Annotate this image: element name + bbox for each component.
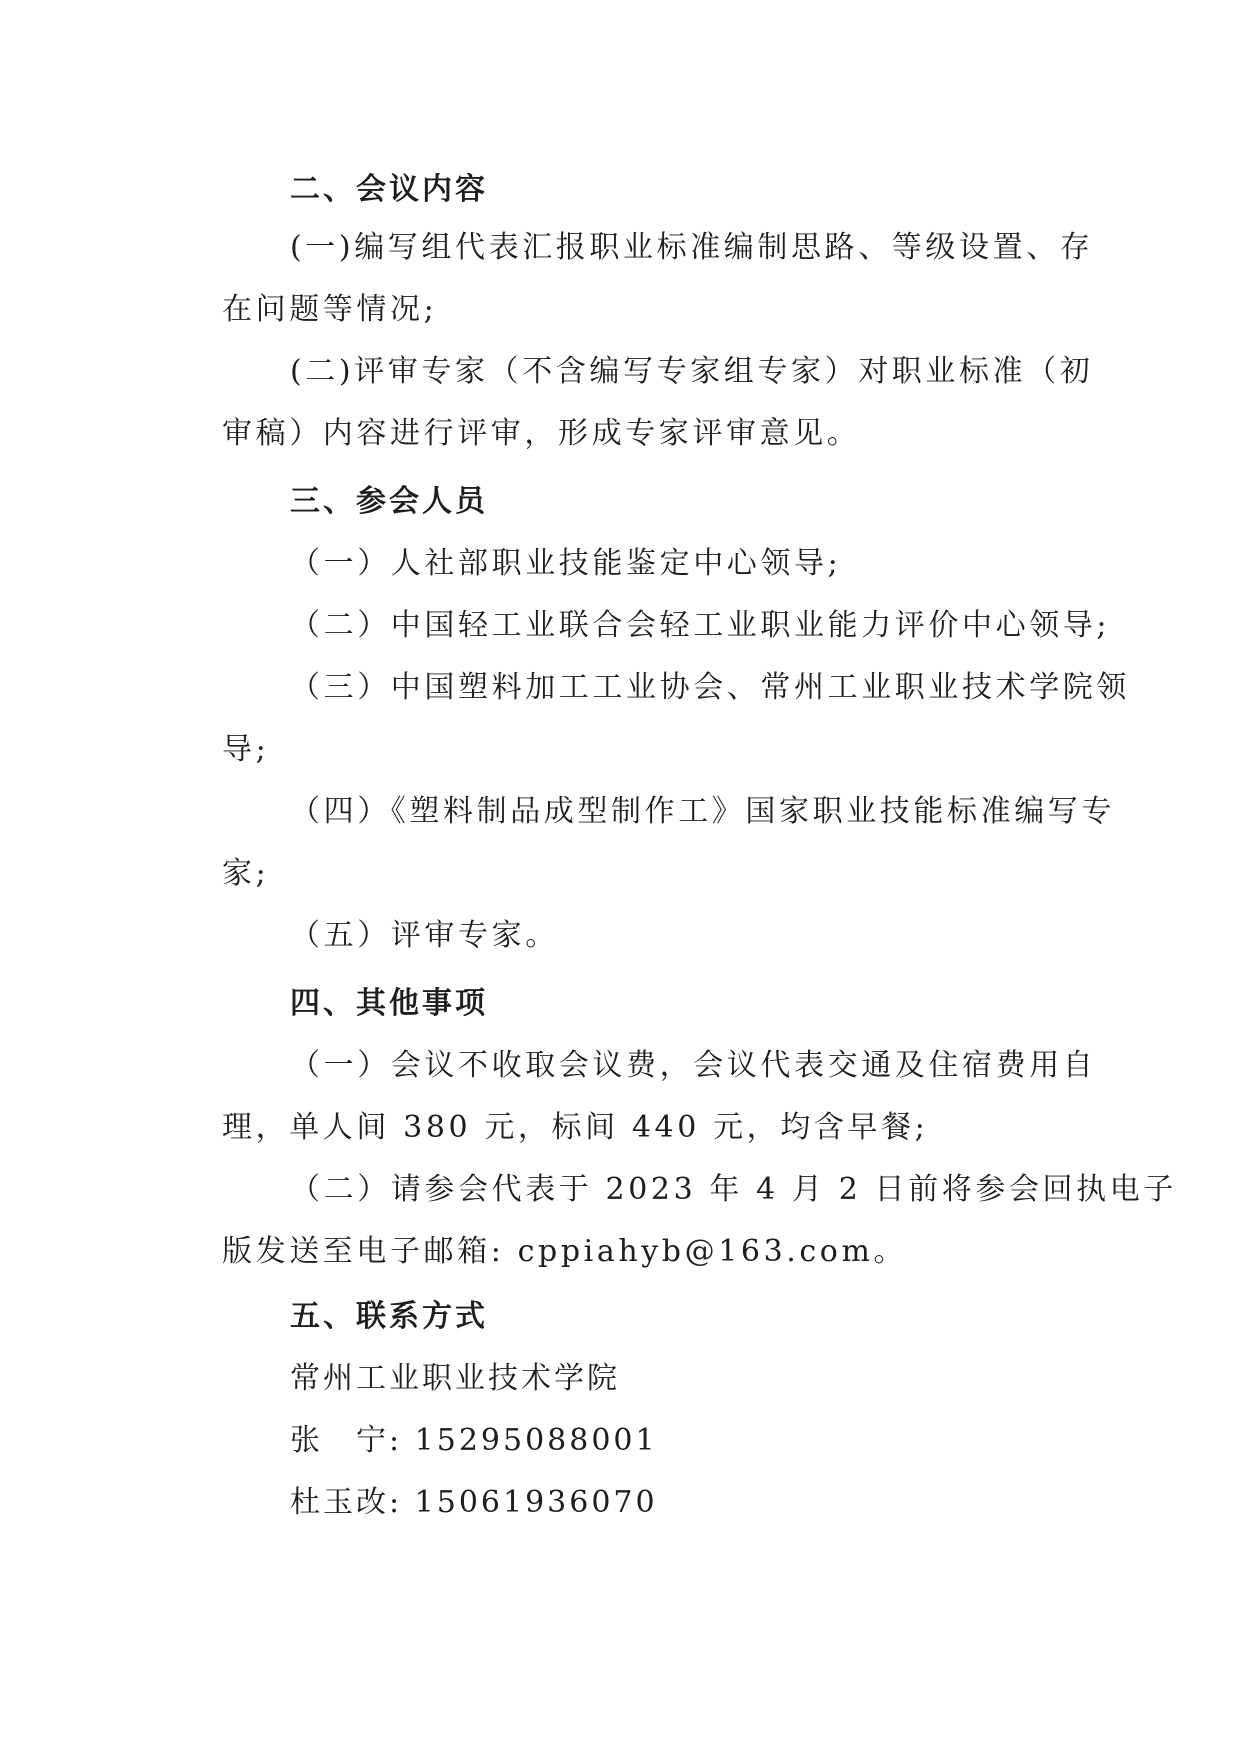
section-heading-contact: 五、联系方式 <box>290 1299 488 1334</box>
other-item-1-line-1: （一）会议不收取会议费，会议代表交通及住宿费用自 <box>290 1048 1097 1083</box>
other-item-2-line-1: （二）请参会代表于 2023 年 4 月 2 日前将参会回执电子 <box>290 1172 1177 1207</box>
other-item-1-line-2: 理，单人间 380 元，标间 440 元，均含早餐; <box>222 1110 929 1145</box>
contact-organization: 常州工业职业技术学院 <box>290 1361 620 1396</box>
attendees-item-2: （二）中国轻工业联合会轻工业职业能力评价中心领导; <box>290 608 1111 643</box>
content-item-2-line-1: (二)评审专家（不含编写专家组专家）对职业标准（初 <box>290 354 1094 389</box>
attendees-item-1: （一）人社部职业技能鉴定中心领导; <box>290 546 842 581</box>
section-heading-meeting-content: 二、会议内容 <box>290 172 488 207</box>
contact-person-2: 杜玉改: 15061936070 <box>290 1485 658 1520</box>
other-item-2-line-2: 版发送至电子邮箱: cppiahyb@163.com。 <box>222 1234 908 1269</box>
contact-person-1: 张 宁: 15295088001 <box>290 1423 658 1458</box>
content-item-2-line-2: 审稿）内容进行评审，形成专家评审意见。 <box>222 416 861 451</box>
section-heading-other-matters: 四、其他事项 <box>290 986 488 1021</box>
attendees-item-3-line-2: 导; <box>222 732 270 767</box>
content-item-1-line-1: (一)编写组代表汇报职业标准编制思路、等级设置、存 <box>290 230 1094 265</box>
content-item-1-line-2: 在问题等情况; <box>222 292 438 327</box>
attendees-item-4-line-2: 家; <box>222 856 270 891</box>
attendees-item-5: （五）评审专家。 <box>290 918 559 953</box>
section-heading-attendees: 三、参会人员 <box>290 484 488 519</box>
attendees-item-4-line-1: （四）《塑料制品成型制作工》国家职业技能标准编写专 <box>290 794 1115 829</box>
attendees-item-3-line-1: （三）中国塑料加工工业协会、常州工业职业技术学院领 <box>290 670 1130 705</box>
